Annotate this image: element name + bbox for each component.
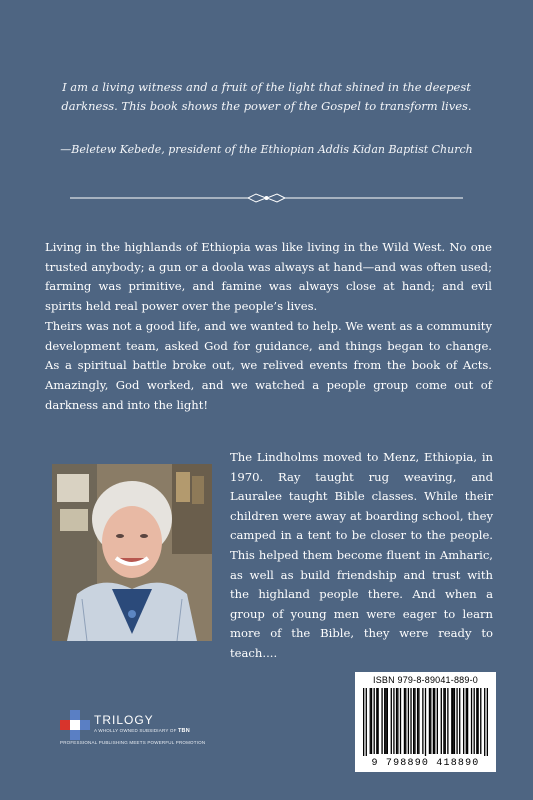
description-paragraph-2: Theirs was not a good life, and we wanted to help. We went as a community development team, asked God for guidance, and things began to change. As a spiritual battle broke out, we relived events from the book of Acts. Amazingly, God worked, and we watched a people group come out of darkness and into the light! [45,318,492,412]
quote-line-2: darkness. This book shows the power of the Gospel to transform lives. [61,99,472,113]
endorsement-quote [0,78,533,116]
author-bio: The Lindholms moved to Menz, Ethiopia, in 1970. Ray taught rug weaving, and Lauralee taught Bible classes. While their children were away at boarding school, they camped in a tent to be closer to the people. This helped them become fluent in Amharic, as well as build friendship and trust with the highland people there. And when a group of young men were eager to learn more of the Bible, they were ready to teach.... [230,450,493,660]
author-photo-illustration [52,464,212,641]
barcode-number: 9 798890 418890 [371,758,480,769]
quote-line-1: I am a living witness and a fruit of the light that shined in the deepest [62,80,471,94]
publisher-name: TRILOGY [94,713,154,727]
trilogy-cross-icon [60,710,90,740]
author-photo [52,464,212,641]
barcode-icon [363,688,488,756]
publisher-tagline: PROFESSIONAL PUBLISHING MEETS POWERFUL PROMOTION [60,740,206,745]
publisher-subtitle-brand: TBN [178,728,190,734]
publisher-subtitle-prefix: A WHOLLY OWNED SUBSIDIARY OF [94,728,177,733]
publisher-logo [60,710,260,750]
book-description [45,238,492,415]
isbn-label: ISBN 979-8-89041-889-0 [373,675,478,685]
quote-attribution: —Beletew Kebede, president of the Ethiopian Addis Kidan Baptist Church [60,143,473,156]
ornamental-divider [70,193,463,203]
isbn-barcode-box [355,672,496,772]
publisher-subtitle [94,728,190,734]
description-paragraph-1: Living in the highlands of Ethiopia was like living in the Wild West. No one trusted anybody; a gun or a doola was always at hand—and was often used; farming was primitive, and famine was always close at hand; and evil spirits held real power over the people’s lives. [45,240,492,314]
